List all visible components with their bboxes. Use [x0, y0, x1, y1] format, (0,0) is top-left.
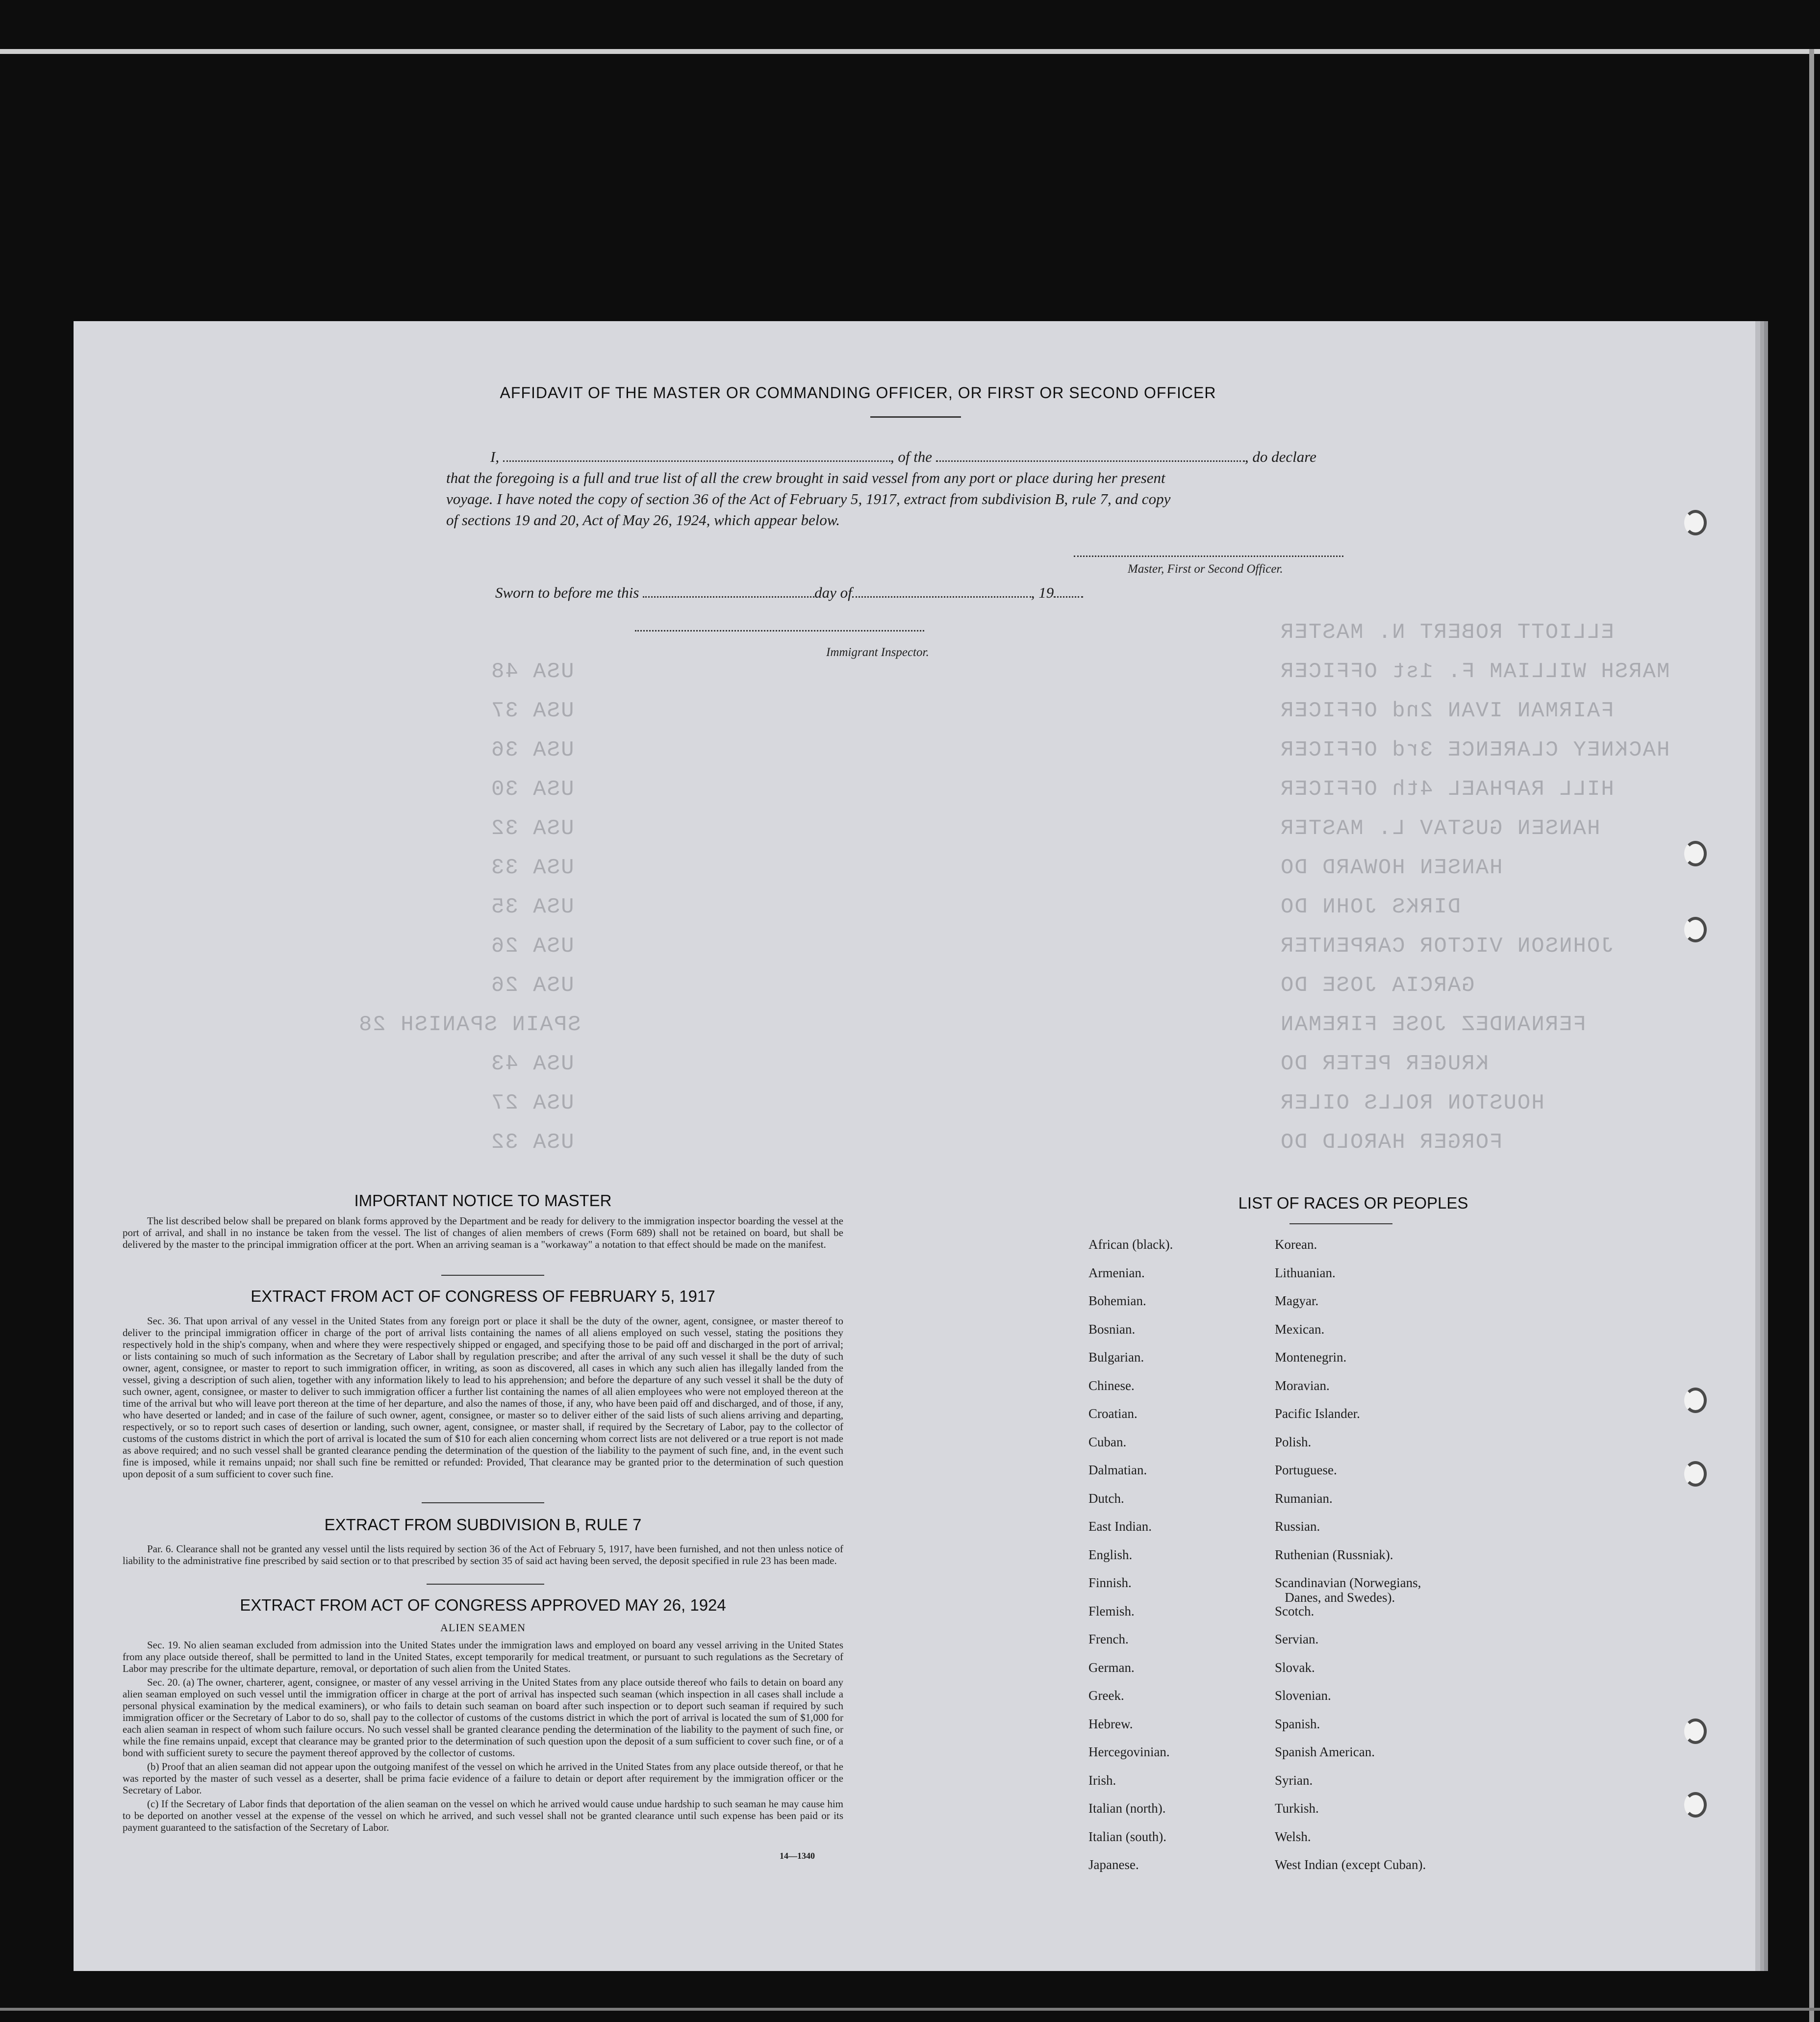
race-item: Magyar. [1275, 1293, 1319, 1308]
sworn-year-field[interactable] [1054, 596, 1083, 598]
race-item: Moravian. [1275, 1378, 1330, 1393]
race-item: African (black). [1088, 1237, 1173, 1252]
affidavit-line1-mid: , of the [890, 448, 933, 465]
affidavit-line4: of sections 19 and 20, Act of May 26, 1924, which appear below. [446, 511, 840, 529]
race-item: Irish. [1088, 1772, 1116, 1788]
notice-text [123, 1215, 843, 1252]
race-item: Slovak. [1275, 1660, 1315, 1675]
section-20b-paragraph: (b) Proof that an alien seaman did not appear upon the outgoing manifest of the vessel on which he arrived in the United States from any place outside thereof, or that he was reported by the master of such vessel as a deserter, shall be prima facie evidence of a failure to detain or deport after requirement by the immigration officer or the Secretary of Labor. [123, 1761, 843, 1796]
race-item: Pacific Islander. [1275, 1406, 1360, 1421]
scanner-frame-right [1809, 49, 1814, 2022]
sworn-line [495, 584, 1083, 602]
race-item: Ruthenian (Russniak). [1275, 1547, 1393, 1562]
master-signature-field[interactable] [1074, 556, 1343, 557]
race-item: Montenegrin. [1275, 1350, 1347, 1365]
race-item: Dutch. [1088, 1491, 1124, 1506]
race-item: Rumanian. [1275, 1491, 1333, 1506]
race-item: Welsh. [1275, 1829, 1311, 1844]
races-list-left [1088, 1237, 1275, 1870]
bleed-through-texture: ELLIOTT ROBERT N. MASTER MARSH WILLIAM F. 1st OFFICER FAIRMAN IVAN 2nd OFFICER HACKNEY CLARENCE 3rd OFFICER HILL RAPHAEL 4th OFFICER HANSEN GUSTAV L. MASTER HANSEN HOWARD DO DIRKS JOHN DO JOHNSON VICTOR CARPENTER GARCIA JOSE DO FERNANDEZ JOSE FIREMAN KRUGER PETER DO HOUSTON ROLLS OILER FORGER HAROLD DO USA 48 USA 37 USA 36 USA 30 USA 32 USA 33 USA 35 USA 26 USA 26 SPAIN SPANISH 28 USA 43 USA 27 USA 32 [358, 620, 1670, 1155]
affidavit-title: AFFIDAVIT OF THE MASTER OR COMMANDING OFFICER, OR FIRST OR SECOND OFFICER [500, 384, 1216, 402]
notice-rule [441, 1275, 544, 1276]
master-signature-label: Master, First or Second Officer. [1128, 562, 1283, 576]
affidavit-body [446, 446, 1378, 531]
race-item: Bosnian. [1088, 1321, 1136, 1337]
affidavit-line2: that the foregoing is a full and true list of all the crew brought in said vessel from any port or place during her present [446, 469, 1165, 486]
race-item: Greek. [1088, 1688, 1124, 1703]
binder-hole [1684, 917, 1707, 942]
race-item: Spanish American. [1275, 1744, 1375, 1759]
notice-paragraph: The list described below shall be prepared on blank forms approved by the Department and be ready for delivery to the immigration inspector boarding the vessel at the port of arrival, and shall in no instance be taken from the vessel. The list of changes of alien members of crews (Form 689) shall not be retained on board, but shall be delivered by the master to the principal immigration officer at the port. When an arriving seaman is a "workaway" a notation to that effect should be made on the manifest. [123, 1215, 843, 1250]
race-item: Servian. [1275, 1632, 1319, 1646]
inspector-signature-label: Immigrant Inspector. [826, 646, 929, 659]
extract-1917-title: EXTRACT FROM ACT OF CONGRESS OF FEBRUARY 5, 1917 [251, 1287, 715, 1305]
race-item: Polish. [1275, 1434, 1312, 1449]
sworn-label: Sworn to before me this [495, 584, 639, 601]
race-item: Cuban. [1088, 1434, 1127, 1449]
race-item: French. [1088, 1632, 1129, 1646]
race-item: Croatian. [1088, 1406, 1138, 1421]
extract-1917-rule [422, 1502, 544, 1503]
rule-7-text [123, 1543, 843, 1568]
extract-1924-title: EXTRACT FROM ACT OF CONGRESS APPROVED MAY 26, 1924 [240, 1596, 726, 1614]
race-item: Scotch. [1275, 1603, 1314, 1618]
race-item: Hebrew. [1088, 1716, 1133, 1731]
extract-1924-text [123, 1639, 843, 1835]
sworn-month-field[interactable] [852, 596, 1031, 598]
races-title-rule [1289, 1223, 1392, 1224]
binder-hole [1684, 1388, 1707, 1413]
sworn-date-field[interactable] [643, 596, 814, 598]
race-item: Finnish. [1088, 1575, 1132, 1590]
inspector-signature-field[interactable] [635, 630, 924, 632]
race-item: German. [1088, 1660, 1135, 1675]
race-item: English. [1088, 1547, 1133, 1562]
race-item: Bohemian. [1088, 1293, 1146, 1308]
section-20a-paragraph: Sec. 20. (a) The owner, charterer, agent, consignee, or master of any vessel arriving in the United States from any place outside thereof who fails to detain on board any alien seaman employed on such vessel until the immigration officer in charge at the port of arrival has inspected such seaman (which inspection in all cases shall include a personal physical examination by the medical examiners), or who fails to detain such seaman on board after such inspection or to deport such seaman if required by such immigration officer or the Secretary of Labor to do so, shall pay to the collector of customs of the customs district in which the port of arrival is located the sum of $1,000 for each alien seaman in respect of whom such failure occurs. No such vessel shall be granted clearance pending the determination of the liability to the payment of such fine, or while the fine remains unpaid, except that clearance may be granted prior to the determination of such question upon the deposit of a sum sufficient to cover such fine, or of a bond with sufficient surety to secure the payment thereof approved by the collector of customs. [123, 1676, 843, 1759]
par-6-paragraph: Par. 6. Clearance shall not be granted any vessel until the lists required by section 36 of the Act of February 5, 1917, have been furnished, and not then unless notice of liability to the administrative fine prescribed by said section or to that prescribed by section 35 of said act having been served, the deposit specified in rule 23 has been made. [123, 1543, 843, 1567]
master-name-field[interactable] [503, 460, 890, 462]
race-item: Portuguese. [1275, 1463, 1337, 1477]
race-item: Chinese. [1088, 1378, 1135, 1393]
scanner-frame-top [0, 49, 1820, 54]
race-item: Slovenian. [1275, 1688, 1331, 1703]
rule-7-rule [427, 1584, 544, 1585]
race-item: Scandinavian (Norwegians, Danes, and Swedes). [1275, 1575, 1421, 1605]
races-list-right [1275, 1237, 1520, 1870]
binder-hole [1684, 841, 1707, 866]
race-item: Italian (south). [1088, 1829, 1166, 1844]
section-19-paragraph: Sec. 19. No alien seaman excluded from admission into the United States under the immigration laws and employed on board any vessel arriving in the United States from any place outside thereof, shall be permitted to land in the United States, except temporarily for medical treatment, or pursuant to such regulations as the Secretary of Labor may prescribe for the ultimate departure, removal, or deportation of such alien from the United States. [123, 1639, 843, 1674]
race-item: West Indian (except Cuban). [1275, 1857, 1426, 1872]
race-item: Spanish. [1275, 1716, 1320, 1731]
race-item: Armenian. [1088, 1265, 1145, 1280]
binder-hole [1684, 1461, 1707, 1487]
alien-seamen-subtitle: ALIEN SEAMEN [440, 1621, 526, 1634]
binder-hole [1684, 510, 1707, 535]
section-20c-paragraph: (c) If the Secretary of Labor finds that deportation of the alien seaman on the vessel on which he arrived would cause undue hardship to such seaman he may cause him to be deported on another vessel at the expense of the vessel on which he arrived, and such vessel shall not be granted clearance until such expense has been paid or its payment guaranteed to the satisfaction of the Secretary of Labor. [123, 1798, 843, 1833]
race-item: East Indian. [1088, 1519, 1152, 1534]
extract-1917-text [123, 1315, 843, 1482]
affidavit-line3: voyage. I have noted the copy of section 36 of the Act of February 5, 1917, extract from subdivision B, rule 7, and copy [446, 490, 1171, 507]
race-item: Russian. [1275, 1519, 1320, 1534]
race-item: Hercegovinian. [1088, 1744, 1170, 1759]
section-36-paragraph: Sec. 36. That upon arrival of any vessel in the United States from any foreign port or place it shall be the duty of the owner, agent, consignee, or master thereof to deliver to the principal immigration officer in charge of the port of arrival lists containing the names of all aliens employed on such vessel, stating the positions they respectively hold in the ship's company, when and where they were respectively shipped or engaged, and specifying those to be paid off and discharged in the port of arrival; or lists containing so much of such information as the Secretary of Labor shall by regulation prescribe; and after the arrival of any such vessel it shall be the duty of such owner, agent, consignee, or master to report to such immigration officer, in writing, as soon as discovered, all cases in which any such alien has illegally landed from the vessel, giving a description of such alien, together with any information likely to lead to his apprehension; and before the departure of any such vessel it shall be the duty of such owner, agent, consignee, or master to deliver to such immigration officer a further list containing the names of all alien employees who were not employed thereon at the time of the arrival but who will leave port thereon at the time of her departure, and also the names of those, if any, who have been paid off and discharged, and of those, if any, who have deserted or landed; and in case of the failure of such owner, agent, consignee, or master so to deliver either of the said lists of such aliens arriving and departing, respectively, or so to report such cases of desertion or landing, such owner, agent, consignee, or master shall, if required by the Secretary of Labor, pay to the collector of customs of the customs district in which the port of arrival is located the sum of $10 for each alien concerning whom correct lists are not delivered or a true report is not made as above required; and no such vessel shall be granted clearance pending the determination of the question of the liability to the payment of such fine, and, in the event such fine is imposed, while it remains unpaid; nor shall such fine be remitted or refunded: Provided, That clearance may be granted prior to the determination of such question upon deposit of a sum sufficient to cover such fine. [123, 1315, 843, 1480]
rule-7-title: EXTRACT FROM SUBDIVISION B, RULE 7 [324, 1516, 642, 1534]
race-item: Mexican. [1275, 1321, 1325, 1337]
document-page [74, 321, 1755, 1971]
binder-hole [1684, 1719, 1707, 1744]
notice-title: IMPORTANT NOTICE TO MASTER [354, 1191, 612, 1210]
affidavit-title-rule [870, 416, 961, 418]
scanner-frame-bottom [0, 2008, 1820, 2011]
race-item: Korean. [1275, 1237, 1317, 1252]
race-item: Flemish. [1088, 1603, 1135, 1618]
sworn-year-label: , 19 [1031, 584, 1054, 601]
vessel-name-field[interactable] [936, 460, 1245, 462]
sworn-day-label: day of [814, 584, 852, 601]
form-number: 14—1340 [780, 1851, 815, 1861]
race-item: Italian (north). [1088, 1801, 1166, 1816]
races-title: LIST OF RACES OR PEOPLES [1238, 1194, 1468, 1212]
affidavit-line1-end: , do declare [1244, 448, 1316, 465]
binder-hole [1684, 1792, 1707, 1818]
race-item: Syrian. [1275, 1772, 1313, 1788]
race-item: Lithuanian. [1275, 1265, 1336, 1280]
race-item: Dalmatian. [1088, 1463, 1147, 1477]
race-item: Turkish. [1275, 1801, 1319, 1816]
race-item: Bulgarian. [1088, 1350, 1144, 1365]
affidavit-line1-start: I, [490, 448, 500, 465]
race-item: Japanese. [1088, 1857, 1139, 1872]
